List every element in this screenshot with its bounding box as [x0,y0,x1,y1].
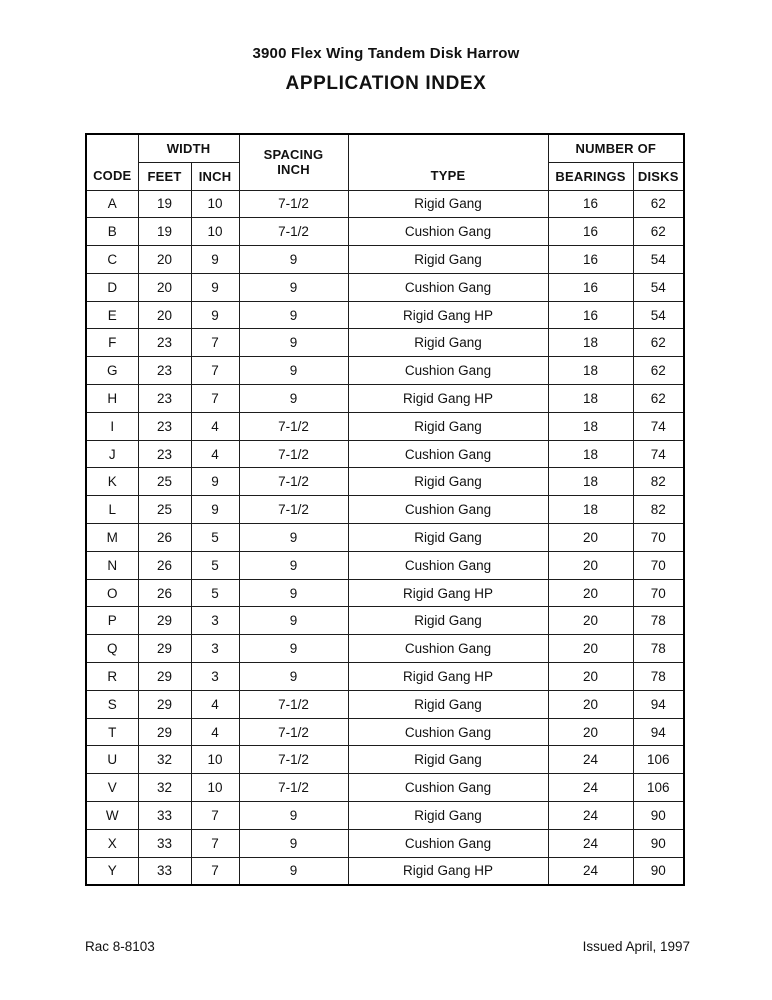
cell-spacing: 9 [239,663,348,691]
cell-feet: 23 [138,385,191,413]
cell-feet: 26 [138,579,191,607]
cell-spacing: 9 [239,273,348,301]
cell-spacing: 9 [239,357,348,385]
col-header-code: CODE [86,134,138,190]
cell-spacing: 7-1/2 [239,496,348,524]
doc-number: Rac 8-8103 [85,939,155,954]
cell-bearings: 18 [548,357,633,385]
cell-feet: 33 [138,857,191,885]
cell-spacing: 7-1/2 [239,190,348,218]
cell-code: B [86,218,138,246]
cell-inch: 10 [191,218,239,246]
cell-code: L [86,496,138,524]
cell-disks: 54 [633,273,684,301]
cell-feet: 19 [138,190,191,218]
table-row [86,774,684,802]
cell-bearings: 18 [548,329,633,357]
cell-inch: 9 [191,273,239,301]
table-row [86,385,684,413]
table-row [86,440,684,468]
cell-disks: 70 [633,579,684,607]
cell-feet: 26 [138,551,191,579]
cell-bearings: 18 [548,412,633,440]
cell-bearings: 20 [548,690,633,718]
cell-spacing: 9 [239,607,348,635]
cell-disks: 78 [633,635,684,663]
cell-disks: 62 [633,385,684,413]
cell-inch: 9 [191,301,239,329]
table-row [86,329,684,357]
cell-inch: 7 [191,829,239,857]
cell-disks: 90 [633,802,684,830]
cell-spacing: 9 [239,301,348,329]
cell-feet: 33 [138,802,191,830]
table-row [86,468,684,496]
header-row-groups [86,134,684,162]
cell-bearings: 18 [548,496,633,524]
cell-type: Rigid Gang [348,690,548,718]
cell-disks: 74 [633,412,684,440]
cell-spacing: 9 [239,802,348,830]
cell-type: Cushion Gang [348,440,548,468]
cell-type: Rigid Gang [348,468,548,496]
table-row [86,663,684,691]
col-header-feet: FEET [138,162,191,190]
cell-spacing: 7-1/2 [239,440,348,468]
cell-type: Rigid Gang HP [348,579,548,607]
cell-type: Rigid Gang HP [348,857,548,885]
cell-code: U [86,746,138,774]
cell-disks: 54 [633,301,684,329]
cell-bearings: 20 [548,551,633,579]
page-heading: APPLICATION INDEX [285,73,487,94]
cell-spacing: 7-1/2 [239,468,348,496]
cell-spacing: 7-1/2 [239,412,348,440]
table-row [86,579,684,607]
application-index-table [85,133,685,886]
cell-type: Rigid Gang [348,412,548,440]
cell-bearings: 20 [548,607,633,635]
table-row [86,718,684,746]
cell-spacing: 9 [239,635,348,663]
cell-disks: 62 [633,357,684,385]
cell-inch: 4 [191,690,239,718]
cell-code: Y [86,857,138,885]
cell-disks: 90 [633,857,684,885]
cell-disks: 94 [633,718,684,746]
cell-inch: 3 [191,663,239,691]
document-title: 3900 Flex Wing Tandem Disk Harrow [252,45,520,62]
cell-feet: 32 [138,774,191,802]
col-header-spacing-line2: INCH [277,162,310,178]
cell-bearings: 20 [548,524,633,552]
cell-type: Rigid Gang HP [348,385,548,413]
cell-inch: 4 [191,718,239,746]
cell-feet: 32 [138,746,191,774]
cell-inch: 7 [191,802,239,830]
cell-spacing: 7-1/2 [239,218,348,246]
cell-type: Rigid Gang [348,746,548,774]
cell-spacing: 7-1/2 [239,746,348,774]
cell-code: R [86,663,138,691]
cell-code: W [86,802,138,830]
cell-feet: 20 [138,273,191,301]
cell-disks: 70 [633,524,684,552]
page-footer [85,939,690,954]
table-row [86,218,684,246]
cell-bearings: 24 [548,774,633,802]
cell-feet: 29 [138,663,191,691]
cell-feet: 33 [138,829,191,857]
cell-feet: 29 [138,690,191,718]
table-row [86,524,684,552]
table-body [86,190,684,885]
cell-disks: 78 [633,663,684,691]
cell-inch: 9 [191,246,239,274]
cell-bearings: 20 [548,579,633,607]
cell-type: Cushion Gang [348,829,548,857]
cell-inch: 5 [191,579,239,607]
cell-disks: 74 [633,440,684,468]
table-row [86,551,684,579]
cell-type: Cushion Gang [348,273,548,301]
table-row [86,273,684,301]
cell-disks: 82 [633,496,684,524]
col-header-number-of-group: NUMBER OF [548,134,684,162]
cell-type: Rigid Gang [348,246,548,274]
cell-feet: 23 [138,329,191,357]
cell-inch: 7 [191,357,239,385]
cell-disks: 78 [633,607,684,635]
table-row [86,412,684,440]
cell-type: Cushion Gang [348,496,548,524]
issue-date: Issued April, 1997 [582,939,690,954]
cell-bearings: 18 [548,440,633,468]
col-header-bearings: BEARINGS [548,162,633,190]
cell-bearings: 18 [548,385,633,413]
cell-type: Cushion Gang [348,635,548,663]
cell-spacing: 7-1/2 [239,690,348,718]
cell-inch: 4 [191,440,239,468]
cell-spacing: 7-1/2 [239,774,348,802]
cell-code: Q [86,635,138,663]
cell-type: Rigid Gang HP [348,301,548,329]
cell-bearings: 24 [548,829,633,857]
cell-feet: 29 [138,718,191,746]
cell-feet: 23 [138,440,191,468]
cell-code: I [86,412,138,440]
cell-feet: 29 [138,607,191,635]
cell-inch: 5 [191,524,239,552]
cell-feet: 23 [138,357,191,385]
cell-code: T [86,718,138,746]
cell-inch: 3 [191,607,239,635]
cell-bearings: 24 [548,802,633,830]
col-header-disks: DISKS [633,162,684,190]
cell-disks: 82 [633,468,684,496]
table-row [86,607,684,635]
cell-inch: 7 [191,385,239,413]
col-header-spacing [239,134,348,190]
cell-code: K [86,468,138,496]
cell-spacing: 9 [239,524,348,552]
cell-spacing: 9 [239,579,348,607]
table-row [86,190,684,218]
cell-type: Rigid Gang [348,190,548,218]
cell-disks: 54 [633,246,684,274]
col-header-spacing-line1: SPACING [263,147,324,163]
cell-inch: 4 [191,412,239,440]
cell-type: Rigid Gang [348,524,548,552]
cell-code: P [86,607,138,635]
cell-spacing: 9 [239,329,348,357]
cell-inch: 7 [191,857,239,885]
cell-code: F [86,329,138,357]
table-header [86,134,684,190]
table-row [86,301,684,329]
col-header-type: TYPE [348,134,548,190]
cell-spacing: 9 [239,246,348,274]
col-header-inch: INCH [191,162,239,190]
table-row [86,829,684,857]
cell-bearings: 16 [548,301,633,329]
table-row [86,496,684,524]
cell-feet: 26 [138,524,191,552]
cell-type: Rigid Gang [348,329,548,357]
cell-bearings: 16 [548,190,633,218]
cell-code: C [86,246,138,274]
cell-code: O [86,579,138,607]
cell-inch: 7 [191,329,239,357]
cell-bearings: 16 [548,273,633,301]
cell-inch: 9 [191,496,239,524]
cell-disks: 70 [633,551,684,579]
cell-bearings: 24 [548,746,633,774]
cell-bearings: 20 [548,635,633,663]
cell-code: J [86,440,138,468]
cell-type: Rigid Gang [348,802,548,830]
cell-bearings: 20 [548,718,633,746]
cell-disks: 62 [633,218,684,246]
cell-inch: 10 [191,774,239,802]
cell-type: Cushion Gang [348,357,548,385]
cell-type: Cushion Gang [348,718,548,746]
cell-code: N [86,551,138,579]
cell-feet: 19 [138,218,191,246]
cell-bearings: 24 [548,857,633,885]
cell-inch: 9 [191,468,239,496]
cell-bearings: 16 [548,218,633,246]
cell-code: X [86,829,138,857]
table-row [86,246,684,274]
table-row [86,857,684,885]
cell-bearings: 16 [548,246,633,274]
cell-code: H [86,385,138,413]
cell-inch: 10 [191,746,239,774]
cell-disks: 62 [633,329,684,357]
table-row [86,357,684,385]
cell-feet: 20 [138,301,191,329]
cell-feet: 29 [138,635,191,663]
cell-inch: 3 [191,635,239,663]
cell-disks: 62 [633,190,684,218]
table-row [86,690,684,718]
cell-disks: 106 [633,774,684,802]
cell-feet: 23 [138,412,191,440]
cell-spacing: 7-1/2 [239,718,348,746]
cell-bearings: 18 [548,468,633,496]
table-row [86,635,684,663]
cell-code: D [86,273,138,301]
cell-feet: 20 [138,246,191,274]
cell-type: Cushion Gang [348,551,548,579]
col-header-width-group: WIDTH [138,134,239,162]
cell-feet: 25 [138,468,191,496]
cell-code: G [86,357,138,385]
cell-disks: 106 [633,746,684,774]
cell-type: Rigid Gang [348,607,548,635]
cell-feet: 25 [138,496,191,524]
cell-spacing: 9 [239,857,348,885]
cell-code: A [86,190,138,218]
cell-type: Cushion Gang [348,774,548,802]
cell-spacing: 9 [239,385,348,413]
cell-type: Cushion Gang [348,218,548,246]
cell-disks: 90 [633,829,684,857]
cell-type: Rigid Gang HP [348,663,548,691]
cell-code: S [86,690,138,718]
cell-inch: 10 [191,190,239,218]
cell-code: M [86,524,138,552]
table-row [86,746,684,774]
table-row [86,802,684,830]
cell-disks: 94 [633,690,684,718]
cell-spacing: 9 [239,551,348,579]
cell-bearings: 20 [548,663,633,691]
cell-code: E [86,301,138,329]
cell-spacing: 9 [239,829,348,857]
cell-inch: 5 [191,551,239,579]
cell-code: V [86,774,138,802]
